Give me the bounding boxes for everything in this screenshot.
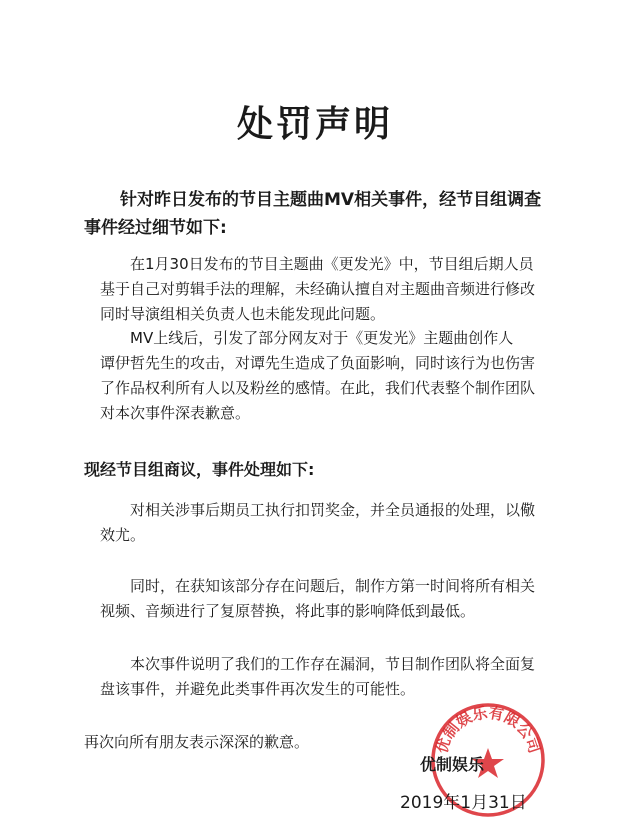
paragraph-first-line: MV上线后，引发了部分网友对于《更发光》主题曲创作人: [130, 329, 514, 347]
paragraph-incident: [100, 252, 540, 327]
intro-line-1: 针对昨日发布的节目主题曲MV相关事件，经节目组调查: [120, 190, 542, 210]
paragraph-first-line: 同时，在获知该部分存在问题后，制作方第一时间将所有相关: [130, 577, 536, 595]
paragraph-rest: 基于自己对剪辑手法的理解，未经确认擅自对主题曲音频进行修改同时导演组相关负责人也未能发现此问题。: [100, 280, 536, 323]
paragraph-first-line: 在1月30日发布的节目主题曲《更发光》中，节目组后期人员: [130, 255, 534, 273]
paragraph-rest: 视频、音频进行了复原替换，将此事的影响降低到最低。: [100, 602, 476, 620]
section-heading: 现经节目组商议，事件处理如下:: [84, 460, 315, 479]
document-title: 处罚声明: [236, 104, 393, 145]
signature-company: 优制娱乐: [420, 755, 485, 774]
paragraph-rest: 盘该事件，并避免此类事件再次发生的可能性。: [100, 680, 416, 698]
paragraph-rest: 谭伊哲先生的攻击，对谭先生造成了负面影响，同时该行为也伤害了作品权利所有人以及粉丝的感情。在此，我们代表整个制作团队对本次事件深表歉意。: [100, 354, 536, 422]
paragraph-remedy: [100, 574, 540, 624]
intro-line-2: 事件经过细节如下:: [84, 218, 227, 238]
paragraph-first-line: 本次事件说明了我们的工作存在漏洞，节目制作团队将全面复: [130, 655, 536, 673]
seal-text: 优制娱乐有限公司: [432, 703, 544, 756]
intro-statement: [84, 186, 544, 242]
paragraph-rest: 效尤。: [100, 526, 146, 544]
signature-date: 2019年1月31日: [400, 793, 527, 813]
paragraph-review: [100, 652, 540, 702]
paragraph-first-line: 再次向所有朋友表示深深的歉意。: [84, 733, 310, 751]
paragraph-first-line: 对相关涉事后期员工执行扣罚奖金，并全员通报的处理，以儆: [130, 501, 536, 519]
paragraph-impact: [100, 326, 540, 426]
paragraph-penalty: [100, 498, 540, 548]
